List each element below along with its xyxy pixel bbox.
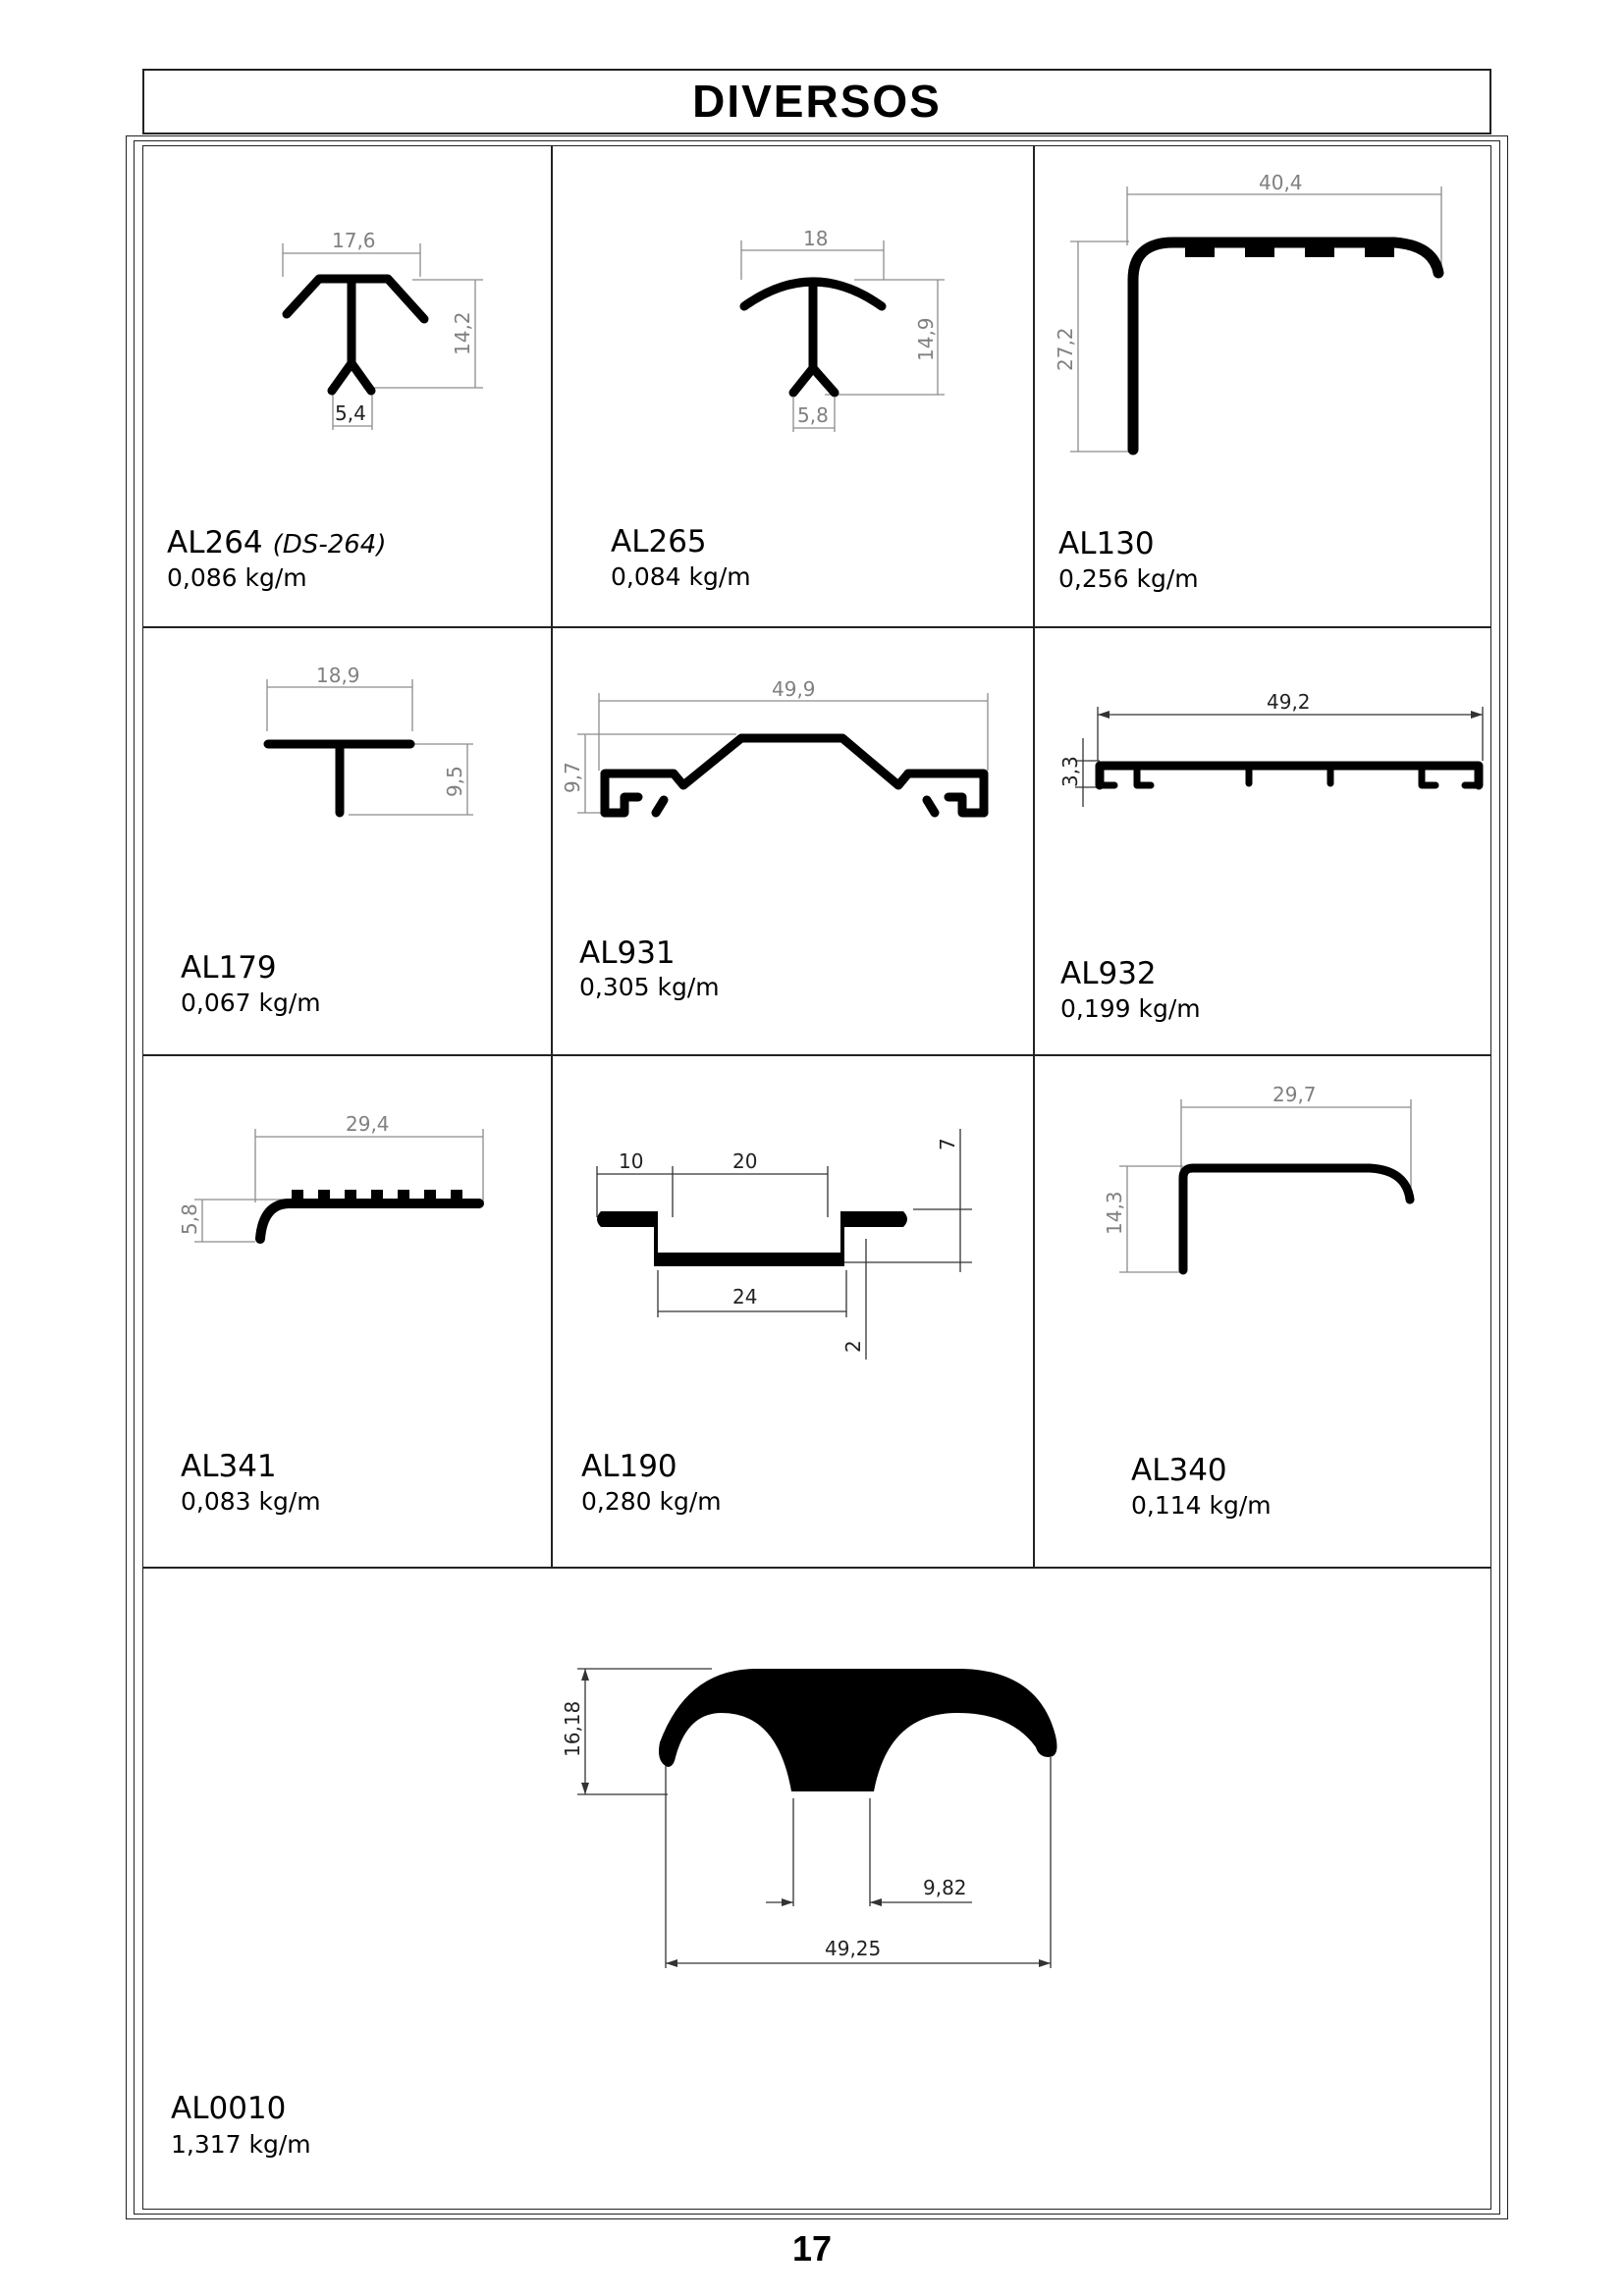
al190-dim-thickness: 2 (841, 1340, 865, 1353)
al0010-weight: 1,317 kg/m (171, 2130, 311, 2159)
al931-dim-width: 49,9 (772, 677, 816, 701)
al264-dim-height: 14,2 (451, 311, 474, 355)
al179-dim-width: 18,9 (316, 664, 360, 687)
al265-code: AL265 (611, 524, 707, 560)
al931-dim-height: 9,7 (561, 762, 584, 793)
al0010-dim-width: 49,25 (825, 1937, 882, 1960)
al341-dim-height: 5,8 (178, 1203, 201, 1235)
al264-dim-base: 5,4 (335, 401, 366, 425)
al340-dim-height: 14,3 (1103, 1191, 1126, 1235)
al190-dim-channel: 20 (732, 1149, 758, 1173)
al264-dim-width: 17,6 (332, 229, 376, 252)
al0010-dim-core: 9,82 (923, 1876, 967, 1899)
al265-dim-base: 5,8 (797, 403, 829, 427)
al179-code: AL179 (181, 950, 277, 986)
al265-dim-height: 14,9 (914, 317, 938, 361)
al931-code: AL931 (579, 935, 676, 971)
al265-weight: 0,084 kg/m (611, 562, 751, 591)
al932-dim-width: 49,2 (1267, 690, 1311, 714)
al932-weight: 0,199 kg/m (1060, 994, 1201, 1023)
page-title: DIVERSOS (692, 76, 942, 127)
al190-code: AL190 (581, 1449, 677, 1484)
al931-weight: 0,305 kg/m (579, 973, 720, 1001)
al190-dim-flange: 10 (619, 1149, 644, 1173)
al0010-code: AL0010 (171, 2091, 287, 2126)
al130-weight: 0,256 kg/m (1058, 564, 1199, 593)
al179-weight: 0,067 kg/m (181, 988, 321, 1017)
al264-weight: 0,086 kg/m (167, 563, 307, 592)
al340-code: AL340 (1131, 1453, 1227, 1488)
al265-dim-width: 18 (803, 227, 829, 250)
al190-dim-depth: 7 (936, 1138, 959, 1150)
al340-weight: 0,114 kg/m (1131, 1491, 1272, 1520)
al190-weight: 0,280 kg/m (581, 1487, 722, 1516)
al0010-dim-height: 16,18 (561, 1700, 584, 1757)
al932-dim-height: 3,3 (1058, 756, 1082, 787)
al932-code: AL932 (1060, 956, 1157, 991)
page-number: 17 (791, 2228, 833, 2269)
al341-dim-width: 29,4 (346, 1112, 390, 1136)
al341-weight: 0,083 kg/m (181, 1487, 321, 1516)
al130-code: AL130 (1058, 526, 1155, 561)
al190-dim-bottom: 24 (732, 1285, 758, 1308)
al130-dim-width: 40,4 (1259, 171, 1303, 194)
al341-code: AL341 (181, 1449, 277, 1484)
al340-dim-width: 29,7 (1272, 1083, 1317, 1106)
al264-code: AL264 (DS-264) (167, 525, 387, 561)
al130-dim-height: 27,2 (1054, 327, 1077, 371)
al264-alias: (DS-264) (272, 530, 387, 560)
al179-dim-height: 9,5 (443, 766, 466, 797)
